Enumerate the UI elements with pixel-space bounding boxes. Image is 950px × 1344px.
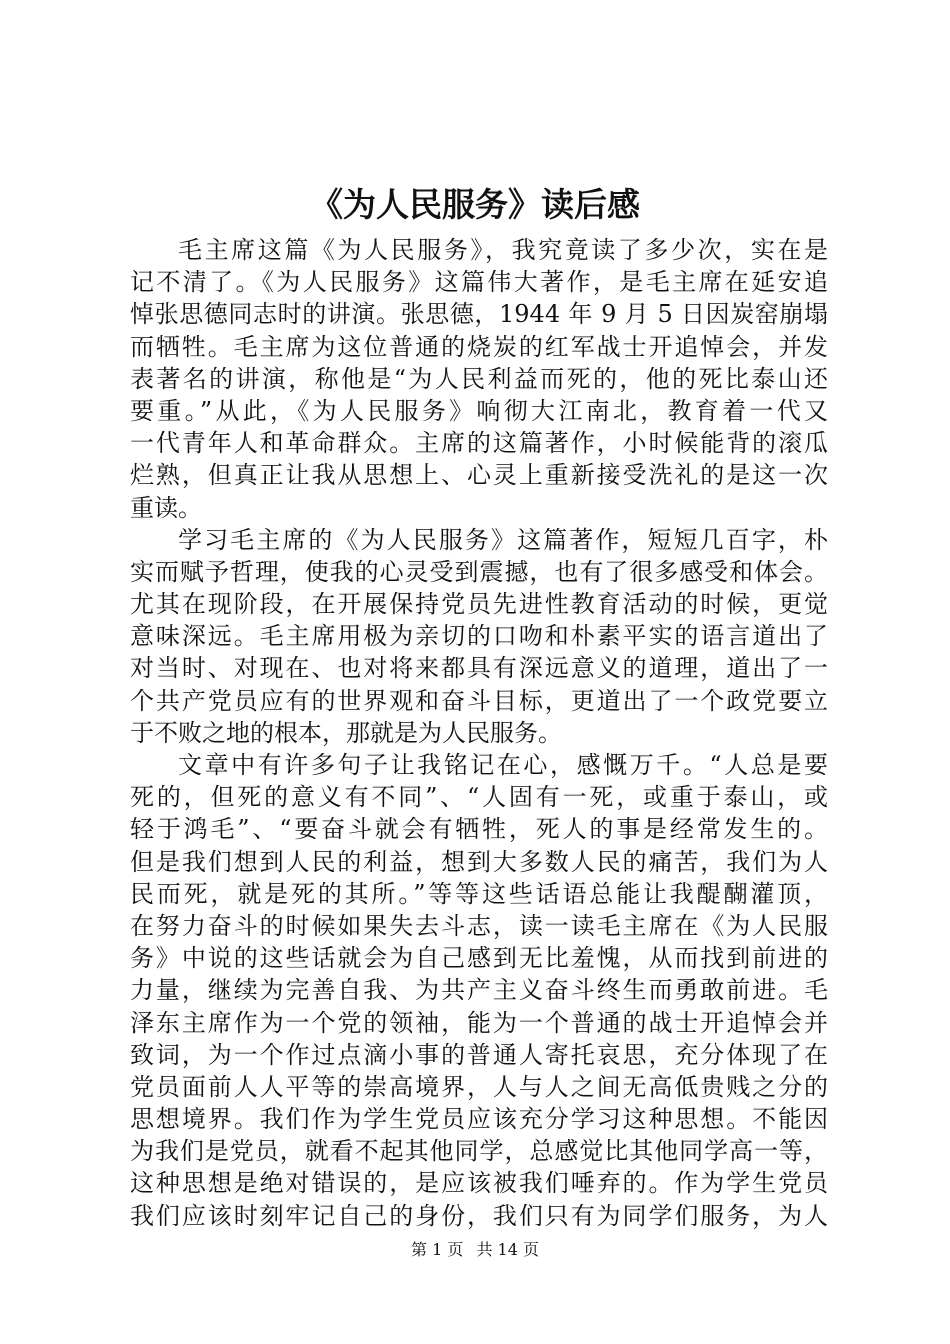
text-line: 党员面前人人平等的崇高境界，人与人之间无高低贵贱之分的 [130,1072,828,1101]
text-line: 民而死，就是死的其所。”等等这些话语总能让我醍醐灌顶， [130,879,828,908]
text-line: 力量，继续为完善自我、为共产主义奋斗终生而勇敢前进。毛 [130,976,828,1005]
text-line: 轻于鸿毛”、“要奋斗就会有牺牲，死人的事是经常发生的。 [130,815,828,844]
text-line: 我们应该时刻牢记自己的身份，我们只有为同学们服务，为人 [130,1201,828,1230]
text-line: 致词，为一个作过点滴小事的普通人寄托哀思，充分体现了在 [130,1040,828,1069]
text-line: 尤其在现阶段，在开展保持党员先进性教育活动的时候，更觉 [130,590,828,619]
page-footer [0,1238,950,1262]
text-line: 个共产党员应有的世界观和奋斗目标，更道出了一个政党要立 [130,686,828,715]
text-line: 而牺牲。毛主席为这位普通的烧炭的红军战士开追悼会，并发 [130,332,828,361]
text-line: 表著名的讲演，称他是“为人民利益而死的，他的死比泰山还 [130,364,828,393]
text-line: 在努力奋斗的时候如果失去斗志，读一读毛主席在《为人民服 [130,911,828,940]
text-line: 烂熟，但真正让我从思想上、心灵上重新接受洗礼的是这一次 [130,461,828,490]
text-line: 要重。”从此，《为人民服务》响彻大江南北，教育着一代又 [130,396,828,425]
text-line: 于不败之地的根本，那就是为人民服务。 [130,718,562,747]
page-total: 共 14 页 [476,1240,539,1259]
text-line: 死的，但死的意义有不同”、“人固有一死，或重于泰山，或 [130,783,828,812]
text-line: 实而赋予哲理，使我的心灵受到震撼，也有了很多感受和体会。 [130,557,828,586]
text-line: 泽东主席作为一个党的领袖，能为一个普通的战士开追悼会并 [130,1008,828,1037]
page-number: 第 1 页 [411,1240,464,1259]
document-title: 《为人民服务》读后感 [310,185,640,224]
text-line: 一代青年人和革命群众。主席的这篇著作，小时候能背的滚瓜 [130,429,828,458]
text-line: 但是我们想到人民的利益，想到大多数人民的痛苦，我们为人 [130,847,828,876]
text-line: 重读。 [130,493,202,522]
text-line: 悼张思德同志时的讲演。张思德，1944 年 9 月 5 日因炭窑崩塌 [130,300,828,329]
text-line: 思想境界。我们作为学生党员应该充分学习这种思想。不能因 [130,1105,828,1134]
text-line: 这种思想是绝对错误的，是应该被我们唾弃的。作为学生党员 [130,1169,828,1198]
text-line: 毛主席这篇《为人民服务》，我究竟读了多少次，实在是 [178,236,828,264]
text-line: 文章中有许多句子让我铭记在心，感慨万千。“人总是要 [178,751,828,779]
text-line: 记不清了。《为人民服务》这篇伟大著作，是毛主席在延安追 [130,268,828,297]
text-line: 务》中说的这些话就会为自己感到无比羞愧，从而找到前进的 [130,944,828,973]
text-line: 为我们是党员，就看不起其他同学，总感觉比其他同学高一等， [130,1137,828,1166]
document-body [130,234,828,1232]
text-line: 对当时、对现在、也对将来都具有深远意义的道理，道出了一 [130,654,828,683]
text-line: 学习毛主席的《为人民服务》这篇著作，短短几百字，朴 [178,525,828,554]
text-line: 意味深远。毛主席用极为亲切的口吻和朴素平实的语言道出了 [130,622,828,651]
